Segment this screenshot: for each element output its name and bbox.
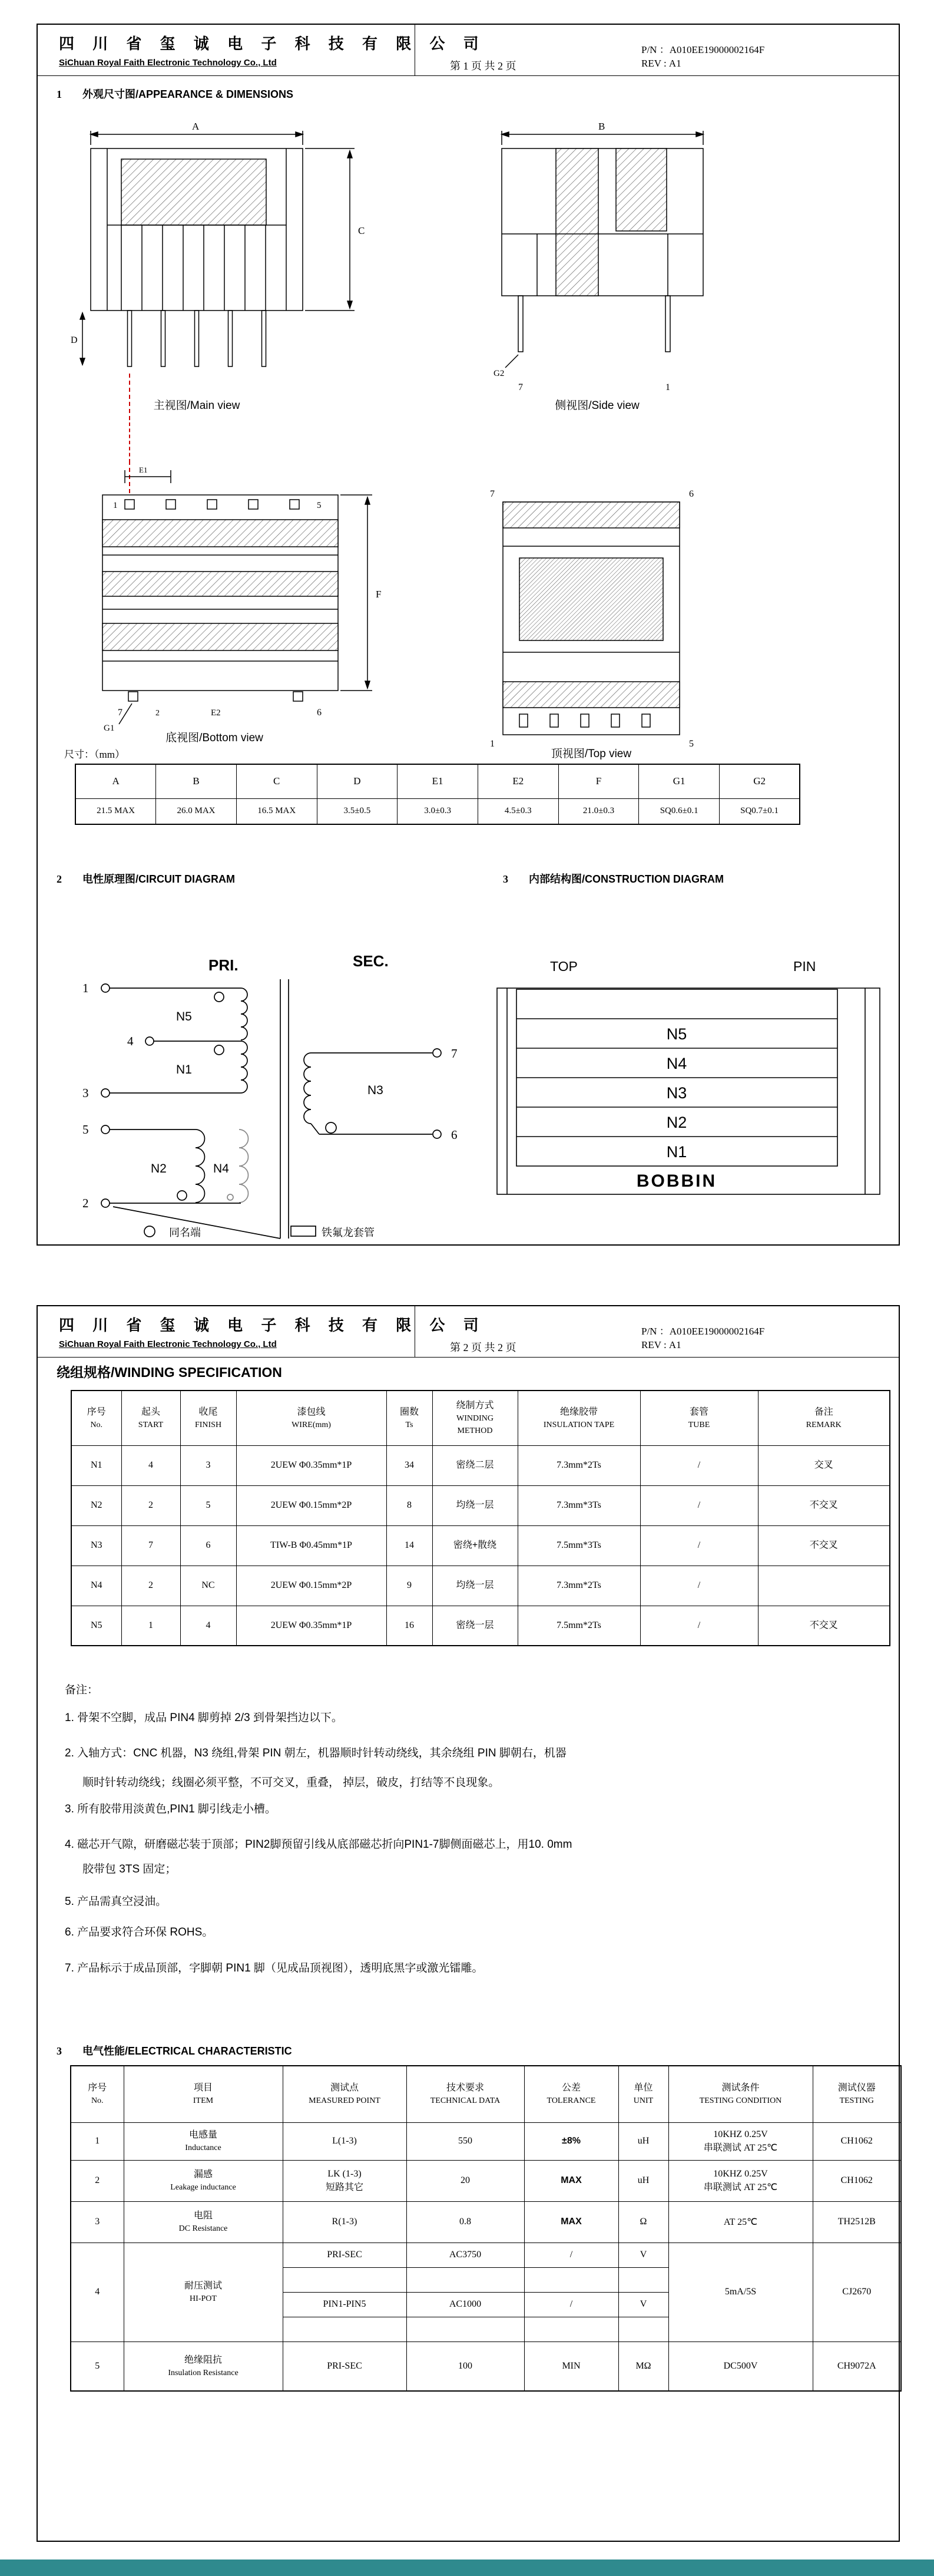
side-pin-left: 7 (518, 382, 523, 392)
bottom-view-drawing (67, 461, 397, 749)
bobbin-label: BOBBIN (636, 1171, 717, 1191)
dim-value-cell: 4.5±0.3 (478, 798, 558, 824)
elec-unit-cell: Ω (618, 2201, 668, 2243)
elec-sub-cell (524, 2267, 618, 2292)
winding-header-cell: 圈数 Ts (386, 1391, 432, 1445)
note-line: 1. 骨架不空脚，成品 PIN4 脚剪掉 2/3 到骨架挡边以下。 (65, 1712, 343, 1724)
winding-cell: N3 (71, 1525, 121, 1566)
note-line: 胶带包 3TS 固定； (82, 1863, 177, 1875)
dim-g1-label: G1 (104, 724, 115, 733)
dim-header-cell: C (236, 764, 317, 798)
winding-n1-label: N1 (176, 1063, 192, 1076)
note-line: 6. 产品要求符合环保 ROHS。 (65, 1926, 214, 1938)
legend-dot-label: 同名端 (169, 1227, 201, 1239)
winding-header-cell: 绝缘胶带 INSULATION TAPE (518, 1391, 640, 1445)
elec-sub-cell: PRI-SEC (283, 2243, 406, 2267)
winding-header-cell: 起头 START (121, 1391, 180, 1445)
winding-cell: 5 (180, 1485, 236, 1525)
elec-section-title: 3 电气性能/ELECTRICAL CHARACTERISTIC (57, 2045, 292, 2057)
note-line: 顺时针转动绕线；线圈必须平整，不可交叉，重叠， 掉层，破皮，打结等不良现象。 (82, 1776, 500, 1789)
main-view-caption: 主视图/Main view (153, 399, 240, 412)
winding-n4-label: N4 (213, 1162, 229, 1175)
side-pin-right: 1 (665, 382, 670, 392)
winding-cell: NC (180, 1566, 236, 1606)
winding-cell: 密绕二层 (432, 1445, 518, 1485)
top-view-drawing (468, 458, 715, 761)
elec-unit-cell: MΩ (618, 2341, 668, 2391)
elec-cond-cell: AT 25℃ (668, 2201, 813, 2243)
winding-cell: 密绕一层 (432, 1606, 518, 1646)
pin-1-label: 1 (82, 981, 89, 995)
dim-header-cell: F (558, 764, 639, 798)
winding-header-cell: 收尾 FINISH (180, 1391, 236, 1445)
winding-header-cell: 序号 No. (71, 1391, 121, 1445)
company-name-cn: 四 川 省 玺 诚 电 子 科 技 有 限 公 司 (59, 1316, 486, 1334)
winding-cell: 7.5mm*3Ts (518, 1525, 640, 1566)
dim-value-cell: 26.0 MAX (156, 798, 237, 824)
elec-header-cell: 序号 No. (71, 2066, 124, 2122)
elec-header-cell: 技术要求 TECHNICAL DATA (406, 2066, 524, 2122)
top-pin-tl: 7 (490, 489, 495, 499)
winding-cell: TIW-B Φ0.45mm*1P (236, 1525, 386, 1566)
revision (641, 58, 681, 70)
winding-n3-label: N3 (367, 1084, 383, 1097)
company-name-en: SiChuan Royal Faith Electronic Technology Co., Ltd (59, 1339, 277, 1349)
elec-data-cell: 0.8 (406, 2201, 524, 2243)
winding-cell: / (640, 1566, 758, 1606)
winding-header-cell: 漆包线 WIRE(mm) (236, 1391, 386, 1445)
winding-cell: 2UEW Φ0.35mm*1P (236, 1445, 386, 1485)
winding-cell: N2 (71, 1485, 121, 1525)
elec-data-cell: 20 (406, 2160, 524, 2201)
pn-label: P/N ： (641, 44, 670, 55)
part-number (641, 1323, 764, 1337)
construction-pin-label: PIN (793, 959, 816, 974)
elec-header-cell: 测试条件 TESTING CONDITION (668, 2066, 813, 2122)
elec-inst-cell: CH1062 (813, 2122, 901, 2160)
winding-cell: 16 (386, 1606, 432, 1646)
pri-label: PRI. (208, 956, 239, 974)
elec-inst-cell: CH9072A (813, 2341, 901, 2391)
dim-e1-label: E1 (139, 465, 148, 474)
winding-cell: / (640, 1445, 758, 1485)
winding-cell: N5 (71, 1606, 121, 1646)
construction-top-label: TOP (550, 959, 578, 974)
elec-no-cell: 2 (71, 2160, 124, 2201)
elec-sub-cell (618, 2317, 668, 2341)
elec-item-cell: 电感量 Inductance (124, 2122, 283, 2160)
dim-g2-label: G2 (494, 369, 505, 378)
elec-sub-cell: V (618, 2292, 668, 2317)
elec-sub-cell (283, 2317, 406, 2341)
header-rule (38, 75, 899, 76)
elec-tol-cell: MAX (524, 2160, 618, 2201)
layer-n1: N1 (666, 1143, 687, 1161)
bottom-pin-7: 7 (118, 708, 122, 718)
footer-bar (0, 2560, 934, 2576)
dim-header-cell: D (317, 764, 398, 798)
dim-value-cell: SQ0.7±0.1 (720, 798, 800, 824)
elec-point-cell: LK (1-3) 短路其它 (283, 2160, 406, 2201)
elec-unit-cell: uH (618, 2122, 668, 2160)
elec-sub-cell: AC1000 (406, 2292, 524, 2317)
winding-header-cell: 套管 TUBE (640, 1391, 758, 1445)
elec-sub-cell (524, 2317, 618, 2341)
layer-n5: N5 (666, 1025, 687, 1043)
dim-f-label: F (376, 589, 382, 600)
elec-data-cell: 550 (406, 2122, 524, 2160)
winding-n5-label: N5 (176, 1010, 192, 1023)
bottom-pin-6: 6 (317, 708, 322, 718)
winding-spec-title: 绕组规格/WINDING SPECIFICATION (57, 1365, 282, 1380)
elec-sub-cell (406, 2317, 524, 2341)
revision (641, 1339, 681, 1351)
elec-header-cell: 单位 UNIT (618, 2066, 668, 2122)
bottom-pin-2: 2 (155, 709, 160, 718)
dim-b-label: B (598, 121, 605, 132)
winding-cell: / (640, 1606, 758, 1646)
elec-inst-cell: CJ2670 (813, 2243, 901, 2341)
winding-cell: 2UEW Φ0.35mm*1P (236, 1606, 386, 1646)
elec-inst-cell: TH2512B (813, 2201, 901, 2243)
winding-cell: 不交叉 (758, 1606, 890, 1646)
dim-header-cell: B (156, 764, 237, 798)
elec-sub-cell: V (618, 2243, 668, 2267)
elec-point-cell: L(1-3) (283, 2122, 406, 2160)
pin-5-label: 5 (82, 1122, 89, 1137)
winding-cell: 2 (121, 1485, 180, 1525)
winding-cell: 4 (121, 1445, 180, 1485)
layer-n2: N2 (666, 1114, 687, 1131)
bottom-view-caption: 底视图/Bottom view (165, 732, 263, 744)
pn-label: P/N ： (641, 1326, 670, 1337)
top-pin-bl: 1 (490, 739, 495, 749)
company-name-cn: 四 川 省 玺 诚 电 子 科 技 有 限 公 司 (59, 35, 486, 52)
page-1 (37, 24, 900, 1246)
elec-header-cell: 公差 TOLERANCE (524, 2066, 618, 2122)
elec-sub-cell (618, 2267, 668, 2292)
elec-point-cell: PRI-SEC (283, 2341, 406, 2391)
elec-item-cell: 耐压测试 HI-POT (124, 2243, 283, 2341)
elec-header-cell: 测试点 MEASURED POINT (283, 2066, 406, 2122)
winding-cell: 9 (386, 1566, 432, 1606)
dim-value-cell: 3.5±0.5 (317, 798, 398, 824)
section-2-title: 2 电性原理图/CIRCUIT DIAGRAM (57, 873, 235, 885)
top-view-caption: 顶视图/Top view (551, 748, 632, 760)
layer-n4: N4 (666, 1055, 687, 1072)
elec-sub-cell: / (524, 2292, 618, 2317)
dim-value-cell: 16.5 MAX (236, 798, 317, 824)
rev-label: REV : (641, 58, 667, 69)
winding-cell: / (640, 1525, 758, 1566)
page-indicator: 第 2 页 共 2 页 (450, 1342, 516, 1353)
elec-cond-cell: 10KHZ 0.25V 串联测试 AT 25℃ (668, 2160, 813, 2201)
note-line: 5. 产品需真空浸油。 (65, 1895, 167, 1908)
elec-cond-cell: DC500V (668, 2341, 813, 2391)
winding-cell: 7.3mm*2Ts (518, 1445, 640, 1485)
note-line: 3. 所有胶带用淡黄色,PIN1 脚引线走小槽。 (65, 1803, 276, 1815)
winding-cell: 4 (180, 1606, 236, 1646)
notes-label: 备注： (65, 1684, 99, 1696)
winding-cell: 7.3mm*2Ts (518, 1566, 640, 1606)
elec-inst-cell: CH1062 (813, 2160, 901, 2201)
dim-value-cell: 3.0±0.3 (398, 798, 478, 824)
sec-label: SEC. (353, 952, 389, 970)
elec-item-cell: 绝缘阻抗 Insulation Resistance (124, 2341, 283, 2391)
winding-cell: 7.5mm*2Ts (518, 1606, 640, 1646)
winding-cell: 2UEW Φ0.15mm*2P (236, 1485, 386, 1525)
elec-tol-cell: MIN (524, 2341, 618, 2391)
bottom-pin-5: 5 (317, 501, 322, 510)
pin-4-label: 4 (127, 1034, 134, 1048)
elec-no-cell: 3 (71, 2201, 124, 2243)
dim-value-cell: SQ0.6±0.1 (639, 798, 720, 824)
dimension-table (75, 764, 800, 825)
pin-6-label: 6 (451, 1128, 458, 1142)
winding-n2-label: N2 (151, 1162, 167, 1175)
bottom-pin-1: 1 (113, 501, 118, 510)
elec-cond-cell: 10KHZ 0.25V 串联测试 AT 25℃ (668, 2122, 813, 2160)
elec-header-cell: 项目 ITEM (124, 2066, 283, 2122)
note-line: 4. 磁芯开气隙，研磨磁芯装于顶部；PIN2脚预留引线从底部磁芯折向PIN1-7脚侧面磁芯上，用10. 0mm (65, 1838, 572, 1851)
rev-label: REV : (641, 1339, 667, 1350)
rev-value: A1 (668, 1339, 681, 1350)
dim-a-label: A (192, 121, 200, 132)
winding-cell: 1 (121, 1606, 180, 1646)
centerline-connector (129, 422, 130, 463)
side-view-drawing (468, 107, 727, 425)
elec-data-cell: 100 (406, 2341, 524, 2391)
winding-cell: / (640, 1485, 758, 1525)
pn-value: A010EE19000002164F (669, 1326, 765, 1337)
elec-cond-cell: 5mA/5S (668, 2243, 813, 2341)
winding-cell: 6 (180, 1525, 236, 1566)
elec-header-cell: 测试仪器 TESTING (813, 2066, 901, 2122)
pin-2-label: 2 (82, 1196, 89, 1210)
elec-no-cell: 5 (71, 2341, 124, 2391)
dim-header-cell: G1 (639, 764, 720, 798)
winding-cell: 7 (121, 1525, 180, 1566)
part-number (641, 41, 764, 56)
section-1-title: 1 外观尺寸图/APPEARANCE & DIMENSIONS (57, 88, 294, 100)
winding-cell: 均绕一层 (432, 1566, 518, 1606)
pin-3-label: 3 (82, 1086, 89, 1100)
dim-header-cell: E2 (478, 764, 558, 798)
page-indicator: 第 1 页 共 2 页 (450, 60, 516, 72)
dim-header-cell: G2 (720, 764, 800, 798)
main-view-drawing (55, 107, 385, 425)
winding-cell: 2 (121, 1566, 180, 1606)
pin-7-label: 7 (451, 1046, 458, 1061)
winding-header-cell: 备注 REMARK (758, 1391, 890, 1445)
winding-cell: N4 (71, 1566, 121, 1606)
top-pin-tr: 6 (689, 489, 694, 499)
elec-sub-cell (406, 2267, 524, 2292)
elec-sub-cell: AC3750 (406, 2243, 524, 2267)
winding-cell: 34 (386, 1445, 432, 1485)
size-unit-label: 尺寸：（mm） (64, 749, 125, 760)
elec-tol-cell: ±8% (524, 2122, 618, 2160)
dim-c-label: C (358, 225, 365, 236)
dim-value-cell: 21.0±0.3 (558, 798, 639, 824)
dim-header-cell: E1 (398, 764, 478, 798)
winding-cell (758, 1566, 890, 1606)
elec-item-cell: 电阻 DC Resistance (124, 2201, 283, 2243)
elec-tol-cell: MAX (524, 2201, 618, 2243)
winding-cell: 交叉 (758, 1445, 890, 1485)
winding-cell: 8 (386, 1485, 432, 1525)
dim-header-cell: A (75, 764, 156, 798)
section-3-title: 3 内部结构图/CONSTRUCTION DIAGRAM (503, 873, 724, 885)
winding-cell: 14 (386, 1525, 432, 1566)
elec-item-cell: 漏感 Leakage inductance (124, 2160, 283, 2201)
winding-cell: 3 (180, 1445, 236, 1485)
winding-cell: 7.3mm*3Ts (518, 1485, 640, 1525)
winding-cell: 2UEW Φ0.15mm*2P (236, 1566, 386, 1606)
top-pin-br: 5 (689, 739, 694, 749)
elec-sub-cell (283, 2267, 406, 2292)
layer-n3: N3 (666, 1084, 687, 1102)
pn-value: A010EE19000002164F (669, 44, 765, 55)
note-line: 7. 产品标示于成品顶部，字脚朝 PIN1 脚（见成品顶视图），透明底黑字或激光镭雕。 (65, 1962, 483, 1974)
side-view-caption: 侧视图/Side view (555, 399, 640, 412)
elec-no-cell: 4 (71, 2243, 124, 2341)
dim-e2-label: E2 (211, 708, 221, 718)
construction-diagram (482, 909, 895, 1203)
winding-table (71, 1390, 890, 1646)
elec-sub-cell: / (524, 2243, 618, 2267)
elec-unit-cell: uH (618, 2160, 668, 2201)
dim-value-cell: 21.5 MAX (75, 798, 156, 824)
winding-cell: 不交叉 (758, 1485, 890, 1525)
legend-tube-label: 铁氟龙套管 (322, 1227, 375, 1239)
winding-cell: 密绕+散绕 (432, 1525, 518, 1566)
winding-header-cell: 绕制方式 WINDING METHOD (432, 1391, 518, 1445)
winding-cell: 均绕一层 (432, 1485, 518, 1525)
header-rule (38, 1357, 899, 1358)
elec-point-cell: R(1-3) (283, 2201, 406, 2243)
winding-cell: N1 (71, 1445, 121, 1485)
circuit-diagram (61, 909, 473, 1241)
page-2 (37, 1305, 900, 2542)
note-line: 2. 入轴方式：CNC 机器，N3 绕组,骨架 PIN 朝左，机器顺时针转动绕线，其余绕组 PIN 脚朝右，机器 (65, 1747, 567, 1759)
elec-sub-cell: PIN1-PIN5 (283, 2292, 406, 2317)
winding-cell: 不交叉 (758, 1525, 890, 1566)
elec-table (70, 2065, 902, 2392)
rev-value: A1 (668, 58, 681, 69)
company-name-en: SiChuan Royal Faith Electronic Technology Co., Ltd (59, 58, 277, 68)
dim-d-label: D (71, 335, 78, 345)
elec-no-cell: 1 (71, 2122, 124, 2160)
